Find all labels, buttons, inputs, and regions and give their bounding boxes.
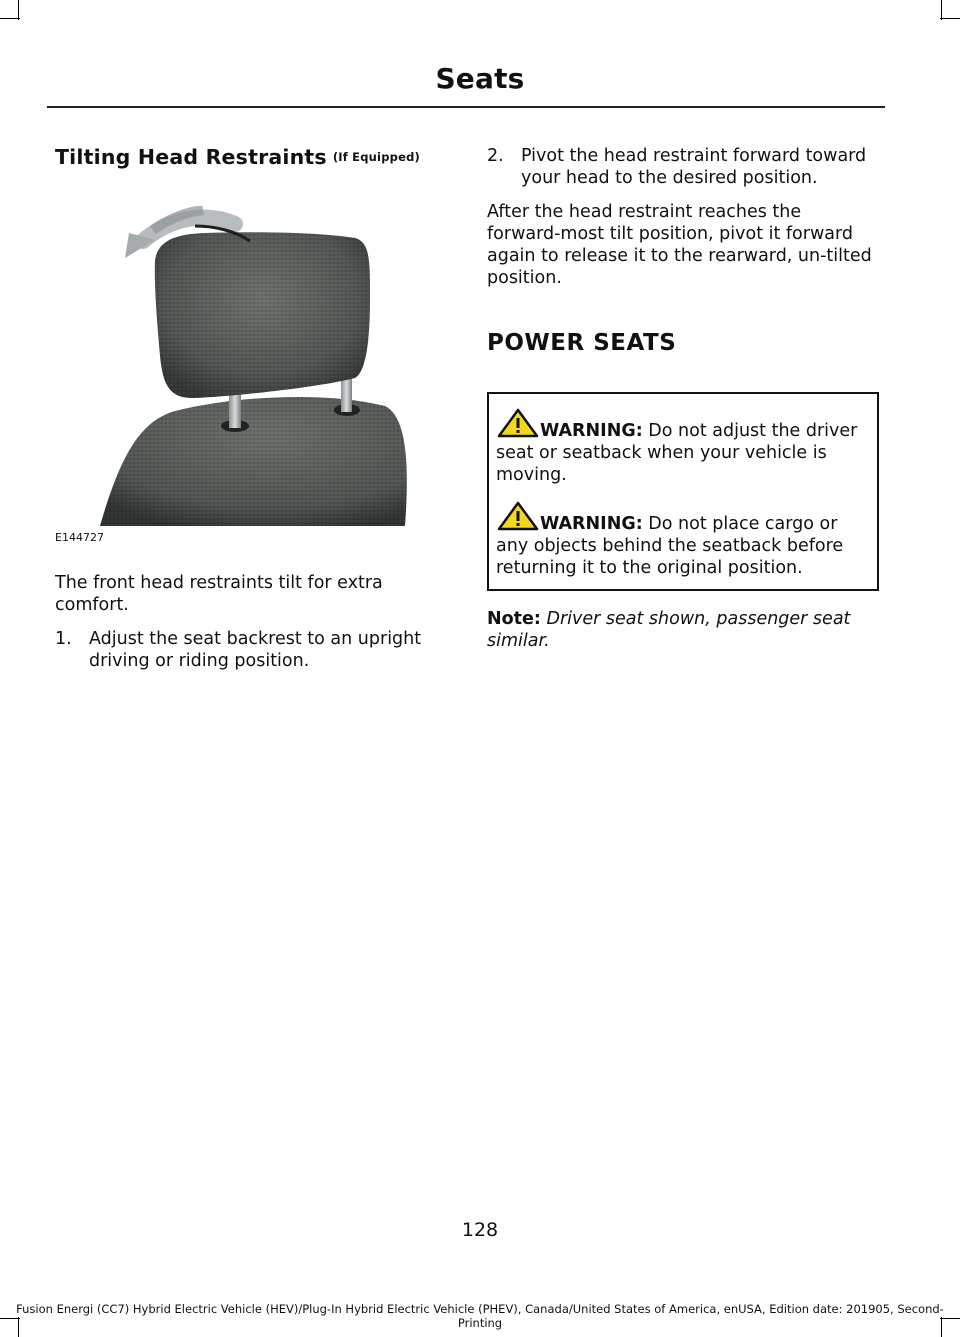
intro-paragraph: The front head restraints tilt for extra comfort. xyxy=(55,573,383,615)
page-title: Seats xyxy=(435,62,525,95)
warning-text: Do not adjust the driver seat or seatback when your vehicle is moving. xyxy=(496,421,858,485)
heading-qualifier: (If Equipped) xyxy=(332,150,420,164)
left-column xyxy=(55,145,445,672)
step-text: Pivot the head restraint forward toward your head to the desired position. xyxy=(521,146,867,188)
step-2 xyxy=(487,145,879,189)
warning-triangle-icon xyxy=(496,501,540,531)
heading-text: Tilting Head Restraints xyxy=(55,145,327,169)
warning-label: WARNING: xyxy=(540,514,643,534)
page-number: 128 xyxy=(461,1219,499,1241)
note-label: Note: xyxy=(487,609,541,629)
section-heading xyxy=(55,145,445,169)
crop-mark xyxy=(941,0,942,20)
crop-mark xyxy=(940,18,960,19)
release-paragraph: After the head restraint reaches the forward-most tilt position, pivot it forward again to release it to the rearward, un-tilted position. xyxy=(487,202,872,288)
warning-text: Do not place cargo or any objects behind the seatback before returning it to the original position. xyxy=(496,514,844,578)
step-number: 2. xyxy=(487,146,504,166)
crop-mark xyxy=(18,0,19,20)
warning-triangle-icon xyxy=(496,408,540,438)
note-text: Driver seat shown, passenger seat similar. xyxy=(487,609,851,651)
warning-label: WARNING: xyxy=(540,421,643,441)
footer-text: Fusion Energi (CC7) Hybrid Electric Vehicle (HEV)/Plug-In Hybrid Electric Vehicle (PHEV), Canada/United States of America, enUSA, Edition date: 201905, Second-Printing xyxy=(16,1302,944,1330)
right-column xyxy=(487,145,879,652)
head-restraint-illustration xyxy=(85,206,435,541)
power-seats-heading: POWER SEATS xyxy=(487,330,677,356)
warning-box xyxy=(487,392,879,591)
header-rule xyxy=(47,106,885,108)
warning-item xyxy=(496,408,869,486)
warning-item xyxy=(496,501,869,579)
figure-code: E144727 xyxy=(55,531,104,544)
step-text: Adjust the seat backrest to an upright driving or riding position. xyxy=(89,629,422,671)
step-1 xyxy=(55,628,445,672)
step-number: 1. xyxy=(55,629,72,649)
note xyxy=(487,608,879,652)
head-restraint-figure xyxy=(55,206,435,544)
crop-mark xyxy=(0,18,20,19)
